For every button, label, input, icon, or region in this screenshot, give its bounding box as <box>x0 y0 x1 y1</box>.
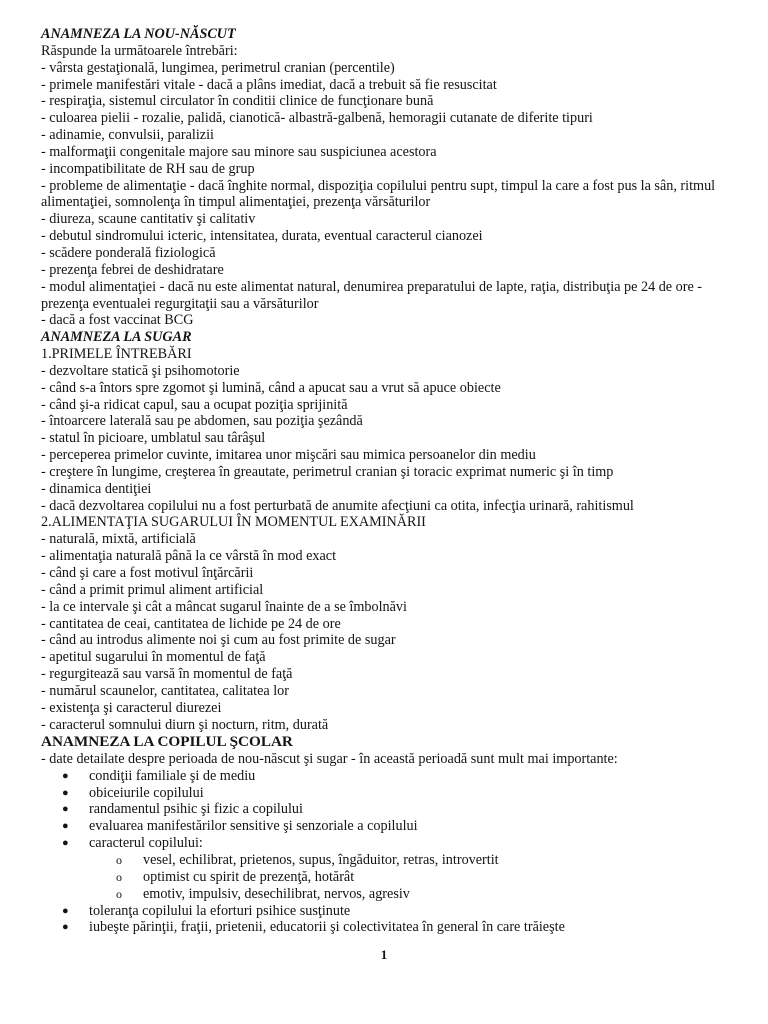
list-item: - incompatibilitate de RH sau de grup <box>41 160 255 177</box>
bullet-icon: ● <box>62 921 69 934</box>
bullet-icon: ● <box>62 820 69 833</box>
list-item: - dezvoltare statică şi psihomotorie <box>41 362 240 379</box>
list-item: - când au introdus alimente noi şi cum au fost primite de sugar <box>41 632 396 649</box>
sub-bullet-item: o optimist cu spirit de prezenţă, hotărât <box>116 868 355 885</box>
list-item: - numărul scaunelor, cantitatea, calitatea lor <box>41 682 289 699</box>
sub-bullet-item: o vesel, echilibrat, prietenos, supus, îngăduitor, retras, introvertit <box>116 852 499 868</box>
list-item: - alimentaţia naturală până la ce vârstă în mod exact <box>41 548 337 565</box>
bullet-item: ● obiceiurile copilului <box>62 784 204 801</box>
list-item: - debutul sindromului icteric, intensitatea, durata, eventual caracterul cianozei <box>41 228 483 245</box>
list-item: - malformaţii congenitale majore sau minore sau suspiciunea acestora <box>41 143 437 160</box>
list-item: - regurgitează sau varsă în momentul de faţă <box>41 666 293 683</box>
sub-bullet-item: o emotiv, impulsiv, desechilibrat, nervos, agresiv <box>116 885 410 902</box>
list-item: - adinamie, convulsii, paralizii <box>41 127 214 144</box>
subsection-title: 1.PRIMELE ÎNTREBĂRI <box>41 346 192 363</box>
list-item: - modul alimentaţiei - dacă nu este alimentat natural, denumirea preparatului de lapte, raţia, distribuţia pe 24 de ore - prezenţa eventualei regurgitaţii sau a vărsăturilor <box>41 278 703 312</box>
list-item: - existenţa şi caracterul diurezei <box>41 699 222 716</box>
bullet-item: ● toleranţa copilului la eforturi psihice susţinute <box>62 902 351 919</box>
bullet-item: ● evaluarea manifestărilor sensitive şi senzoriale a copilului <box>62 818 418 835</box>
list-item: - când şi care a fost motivul înţărcării <box>41 565 254 581</box>
list-item: - naturală, mixtă, artificială <box>41 531 196 548</box>
character-sublist <box>41 852 741 903</box>
list-item: - cantitatea de ceai, cantitatea de lichide pe 24 de ore <box>41 615 341 632</box>
list-item: - dacă dezvoltarea copilului nu a fost perturbată de anumite afecţiuni ca otita, infecţia urinară, rahitismul <box>41 497 634 514</box>
list-item: - culoarea pielii - rozalie, palidă, cianotică- albastră-galbenă, hemoragii cutanate de diferite tipuri <box>41 110 593 127</box>
list-item: - vârsta gestaţională, lungimea, perimetrul cranian (percentile) <box>41 59 395 76</box>
list-item: - dinamica dentiţiei <box>41 480 152 497</box>
section-title-school: ANAMNEZA LA COPILUL ŞCOLAR <box>41 733 293 751</box>
bullet-icon: ● <box>62 786 69 799</box>
list-item: - întoarcere laterală sau pe abdomen, sau poziţia şezândă <box>41 413 363 430</box>
list-item: - când a primit primul aliment artificial <box>41 581 264 598</box>
page-number: 1 <box>380 947 388 962</box>
newborn-intro: Răspunde la următoarele întrebări: <box>41 42 238 59</box>
list-item: - apetitul sugarului în momentul de faţă <box>41 649 266 666</box>
list-item: - probleme de alimentaţie - dacă înghite normal, dispoziţia copilului pentru supt, timpul la care a fost pus la sân, ritmul alimentaţiei, somnolenţa în timpul alimentaţiei, prezenţa vărsăturilor <box>41 177 716 211</box>
list-item: - dacă a fost vaccinat BCG <box>41 312 194 329</box>
list-item: - prezenţa febrei de deshidratare <box>41 261 224 278</box>
bullet-item: ● caracterul copilului: <box>62 835 203 852</box>
document-page <box>41 26 741 936</box>
list-item: - la ce intervale şi cât a mâncat sugarul înainte de a se îmbolnăvi <box>41 598 407 615</box>
list-item: - perceperea primelor cuvinte, imitarea unor mişcări sau mimica persoanelor din mediu <box>41 447 536 464</box>
school-bullet-list <box>41 768 741 852</box>
list-item: - primele manifestări vitale - dacă a plâns imediat, dacă a trebuit să fie resuscitat <box>41 76 497 93</box>
sub-bullet-icon: o <box>116 886 122 901</box>
list-item: - statul în picioare, umblatul sau târâşul <box>41 430 266 447</box>
list-item: - creştere în lungime, creşterea în greautate, perimetrul cranian şi toracic exprimat numeric şi în timp <box>41 463 614 480</box>
list-item: - când s-a întors spre zgomot şi lumină, când a apucat sau a vrut să apuce obiecte <box>41 379 501 396</box>
list-item: - scădere ponderală fiziologică <box>41 244 216 261</box>
bullet-item: ● condiţii familiale şi de mediu <box>62 767 256 784</box>
section-title-newborn: ANAMNEZA LA NOU-NĂSCUT <box>41 26 236 42</box>
school-bullet-list-2 <box>41 903 741 937</box>
school-intro: - date detailate despre perioada de nou-născut şi sugar - în această perioadă sunt mult mai importante: <box>41 750 618 767</box>
sub-bullet-icon: o <box>116 853 122 867</box>
bullet-icon: ● <box>62 904 69 917</box>
bullet-item: ● randamentul psihic şi fizic a copilului <box>62 801 303 818</box>
list-item: - respiraţia, sistemul circulator în conditii clinice de funcţionare bună <box>41 93 434 110</box>
subsection-title: 2.ALIMENTAŢIA SUGARULUI ÎN MOMENTUL EXAMINĂRII <box>41 514 426 531</box>
section-title-infant: ANAMNEZA LA SUGAR <box>41 329 192 346</box>
bullet-item: ● iubeşte părinţii, fraţii, prietenii, educatorii şi colectivitatea în general în care trăieşte <box>62 919 565 936</box>
sub-bullet-icon: o <box>116 869 122 884</box>
bullet-icon: ● <box>62 803 69 816</box>
bullet-icon: ● <box>62 769 69 782</box>
list-item: - diureza, scaune cantitativ şi calitativ <box>41 211 256 228</box>
bullet-icon: ● <box>62 837 69 850</box>
list-item: - caracterul somnului diurn şi nocturn, ritm, durată <box>41 716 329 733</box>
list-item: - când şi-a ridicat capul, sau a ocupat poziţia sprijinită <box>41 396 348 413</box>
